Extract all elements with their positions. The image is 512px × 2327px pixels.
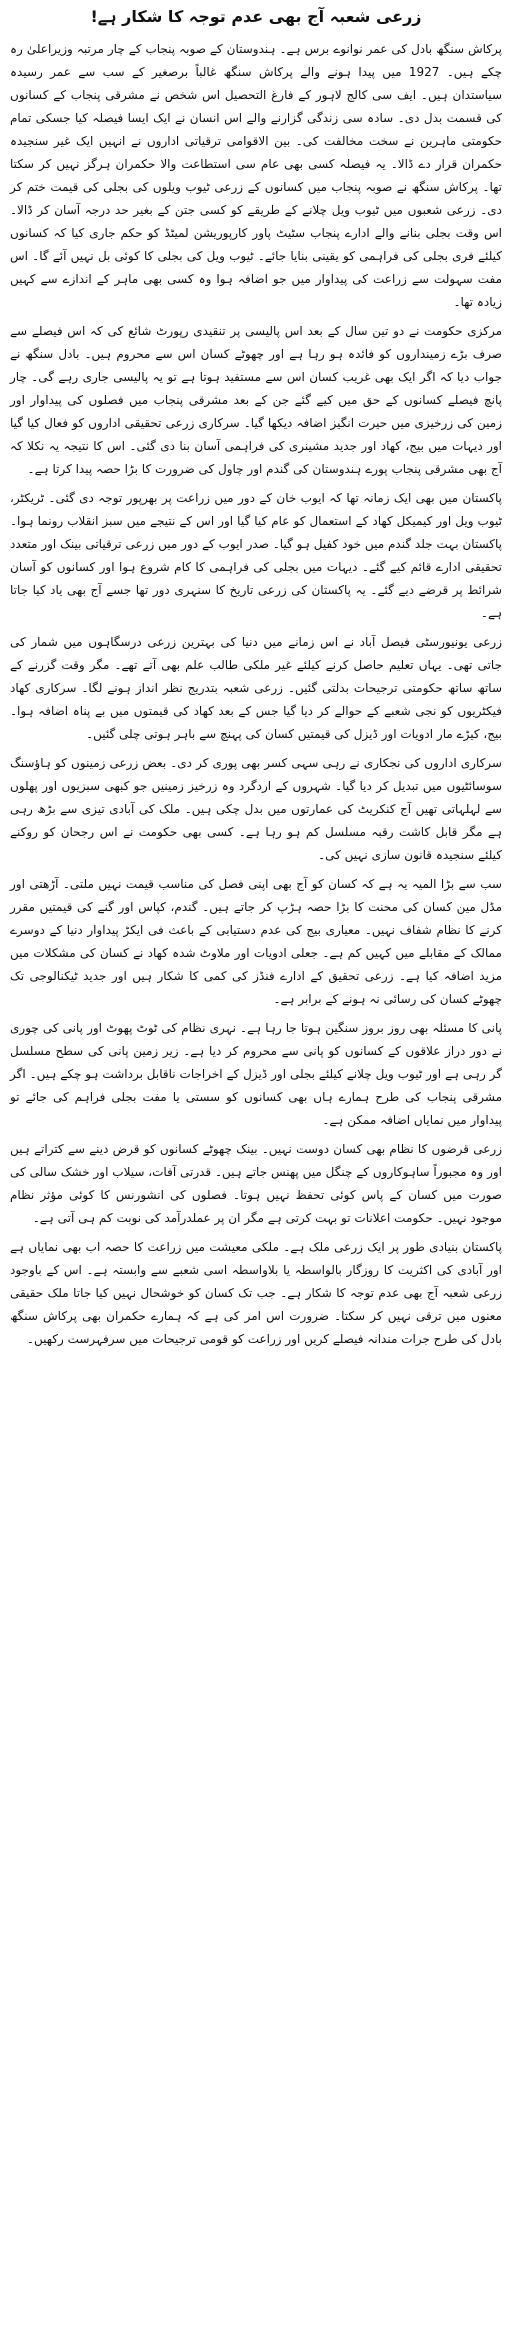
article-body bbox=[10, 38, 502, 1351]
article-paragraph: پانی کا مسئلہ بھی روز بروز سنگین ہوتا جا رہا ہے۔ نہری نظام کی ٹوٹ پھوٹ اور پانی کی چوری نے دور دراز علاقوں کے کسانوں کو پانی سے محروم کر دیا ہے۔ زیر زمین پانی کی سطح مسلسل گر رہی ہے اور ٹیوب ویل چلانے کیلئے بجلی اور ڈیزل کے اخراجات ناقابل برداشت ہو چکے ہیں۔ اگر مشرقی پنجاب کی طرح ہمارے ہاں بھی کسانوں کو سستی یا مفت بجلی فراہم کی جائے تو پیداوار میں نمایاں اضافہ ممکن ہے۔ bbox=[10, 1021, 502, 1127]
article-paragraph: پاکستان میں بھی ایک زمانہ تھا کہ ایوب خان کے دور میں زراعت پر بھرپور توجہ دی گئی۔ ٹریکٹر، ٹیوب ویل اور کیمیکل کھاد کے استعمال کو عام کیا گیا اور اس کے نتیجے میں سبز انقلاب رونما ہوا۔ پاکستان بہت جلد گندم میں خود کفیل ہو گیا۔ صدر ایوب کے دور میں زرعی ترقیاتی بینک اور متعدد تحقیقی ادارے قائم کیے گئے۔ دیہات میں بجلی کی فراہمی کا کام شروع ہوا اور کسانوں کو آسان شرائط پر قرضے دیے گئے۔ یہ پاکستان کی زرعی تاریخ کا سنہری دور تھا جسے آج بھی یاد کیا جاتا ہے۔ bbox=[10, 491, 502, 620]
article-paragraph: زرعی یونیورسٹی فیصل آباد نے اس زمانے میں دنیا کی بہترین زرعی درسگاہوں میں شمار کی جاتی تھی۔ یہاں تعلیم حاصل کرنے کیلئے غیر ملکی طالب علم بھی آتے تھے۔ مگر وقت گزرنے کے ساتھ ساتھ حکومتی ترجیحات بدلتی گئیں۔ زرعی شعبہ بتدریج نظر انداز ہونے لگا۔ سرکاری کھاد فیکٹریوں کو نجی شعبے کے حوالے کر دیا گیا جس کے بعد کھاد کی قیمتوں میں بے پناہ اضافہ ہوا۔ بیج، کیڑے مار ادویات اور ڈیزل کی قیمتیں کسان کی پہنچ سے باہر ہوتی چلی گئیں۔ bbox=[10, 635, 502, 741]
article-title: زرعی شعبہ آج بھی عدم توجہ کا شکار ہے! bbox=[90, 7, 422, 26]
article-paragraph: پاکستان بنیادی طور پر ایک زرعی ملک ہے۔ ملکی معیشت میں زراعت کا حصہ اب بھی نمایاں ہے اور آبادی کی اکثریت کا روزگار بالواسطہ یا بلاواسطہ اسی شعبے سے وابستہ ہے۔ اس کے باوجود زرعی شعبہ آج بھی عدم توجہ کا شکار ہے۔ جب تک کسان کو خوشحال نہیں کیا جاتا ملک حقیقی معنوں میں ترقی نہیں کر سکتا۔ ضرورت اس امر کی ہے کہ ہمارے حکمران بھی پرکاش سنگھ بادل کی طرح جرات مندانہ فیصلے کریں اور زراعت کو قومی ترجیحات میں سرفہرست رکھیں۔ bbox=[10, 1240, 502, 1346]
article-paragraph: سرکاری اداروں کی نجکاری نے رہی سہی کسر بھی پوری کر دی۔ بعض زرعی زمینوں کو ہاؤسنگ سوسائٹیوں میں تبدیل کر دیا گیا۔ شہروں کے اردگرد وہ زرخیز زمینیں جو کبھی سبزیوں اور پھلوں سے لہلہاتی تھیں آج کنکریٹ کی عمارتوں میں بدل چکی ہیں۔ ملک کی آبادی تیزی سے بڑھ رہی ہے مگر قابل کاشت رقبہ مسلسل کم ہو رہا ہے۔ کسی بھی حکومت نے اس رجحان کو روکنے کیلئے سنجیدہ قانون سازی نہیں کی۔ bbox=[10, 756, 502, 862]
article-paragraph: زرعی قرضوں کا نظام بھی کسان دوست نہیں۔ بینک چھوٹے کسانوں کو قرض دینے سے کتراتے ہیں اور وہ مجبوراً ساہوکاروں کے چنگل میں پھنس جاتے ہیں۔ قدرتی آفات، سیلاب اور خشک سالی کی صورت میں کسان کے پاس کوئی تحفظ نہیں ہوتا۔ فصلوں کی انشورنس کا کوئی مؤثر نظام موجود نہیں۔ حکومت اعلانات تو بہت کرتی ہے مگر ان پر عملدرآمد کی نوبت کم ہی آتی ہے۔ bbox=[10, 1142, 502, 1225]
article-paragraph: پرکاش سنگھ بادل کی عمر نوانوے برس ہے۔ ہندوستان کے صوبہ پنجاب کے چار مرتبہ وزیراعلیٰ رہ چکے ہیں۔ 1927 میں پیدا ہونے والے پرکاش سنگھ غالباً برصغیر کے سب سے عمر رسیدہ سیاستدان ہیں۔ ایف سی کالج لاہور کے فارغ التحصیل اس شخص نے مشرقی پنجاب کے کسانوں کی قسمت بدل دی۔ سادہ سی زندگی گزارنے والے اس انسان نے ایک ایسا فیصلہ کیا جسکی تمام حکومتی ماہرین نے سخت مخالفت کی۔ بین الاقوامی ترقیاتی اداروں نے انہیں ایک غیر سنجیدہ حکمران قرار دے ڈالا۔ یہ فیصلہ کسی بھی عام سی استطاعت والا حکمران ہرگز نہیں کر سکتا تھا۔ پرکاش سنگھ نے صوبہ پنجاب میں کسانوں کے زرعی ٹیوب ویلوں کی بجلی کی قیمت ختم کر دی۔ زرعی شعبوں میں ٹیوب ویل چلانے کے طریقے کو کسی جتن کے بغیر حد درجہ آسان کر ڈالا۔ اس وقت بجلی بنانے والے ادارے پنجاب سٹیٹ پاور کارپوریشن لمیٹڈ کو حکم جاری کیا کہ کسانوں کیلئے فری بجلی کی فراہمی کو یقینی بنایا جائے۔ ٹیوب ویل کی بجلی کا کوئی بل نہیں آئے گا۔ اس مفت سہولت سے زراعت کی پیداوار میں جو اضافہ ہوا وہ کسی بھی ماہر کے اندازے سے کہیں زیادہ تھا۔ bbox=[10, 42, 502, 309]
article-paragraph: سب سے بڑا المیہ یہ ہے کہ کسان کو آج بھی اپنی فصل کی مناسب قیمت نہیں ملتی۔ آڑھتی اور مڈل مین کسان کی محنت کا بڑا حصہ ہڑپ کر جاتے ہیں۔ گندم، کپاس اور گنے کی قیمتیں مقرر کرنے کا نظام شفاف نہیں۔ معیاری بیج کی عدم دستیابی کے باعث فی ایکڑ پیداوار دنیا کے دوسرے ممالک کے مقابلے میں کہیں کم ہے۔ جعلی ادویات اور ملاوٹ شدہ کھاد نے کسان کی مشکلات میں مزید اضافہ کیا ہے۔ زرعی تحقیق کے ادارے فنڈز کی کمی کا شکار ہیں اور جدید ٹیکنالوجی تک چھوٹے کسان کی رسائی نہ ہونے کے برابر ہے۔ bbox=[10, 877, 502, 1006]
article-paragraph: مرکزی حکومت نے دو تین سال کے بعد اس پالیسی پر تنقیدی رپورٹ شائع کی کہ اس فیصلے سے صرف بڑے زمینداروں کو فائدہ ہو رہا ہے اور چھوٹے کسان اس سے محروم ہیں۔ بادل سنگھ نے جواب دیا کہ اگر ایک بھی غریب کسان اس سے مستفید ہوتا ہے تو یہ پالیسی جاری رہے گی۔ چار پانچ فیصلے کسانوں کے حق میں کیے گئے جن کے بعد مشرقی پنجاب میں فصلوں کی پیداوار اور زمین کی زرخیزی میں حیرت انگیز اضافہ دیکھا گیا۔ سرکاری زرعی تحقیقی اداروں کو فعال کیا گیا اور دیہات میں بیج، کھاد اور جدید مشینری کی فراہمی آسان بنا دی گئی۔ اس کا نتیجہ یہ نکلا کہ آج بھی مشرقی پنجاب پورے ہندوستان کی گندم اور چاول کی ضرورت کا بڑا حصہ پیدا کرتا ہے۔ bbox=[10, 324, 502, 476]
